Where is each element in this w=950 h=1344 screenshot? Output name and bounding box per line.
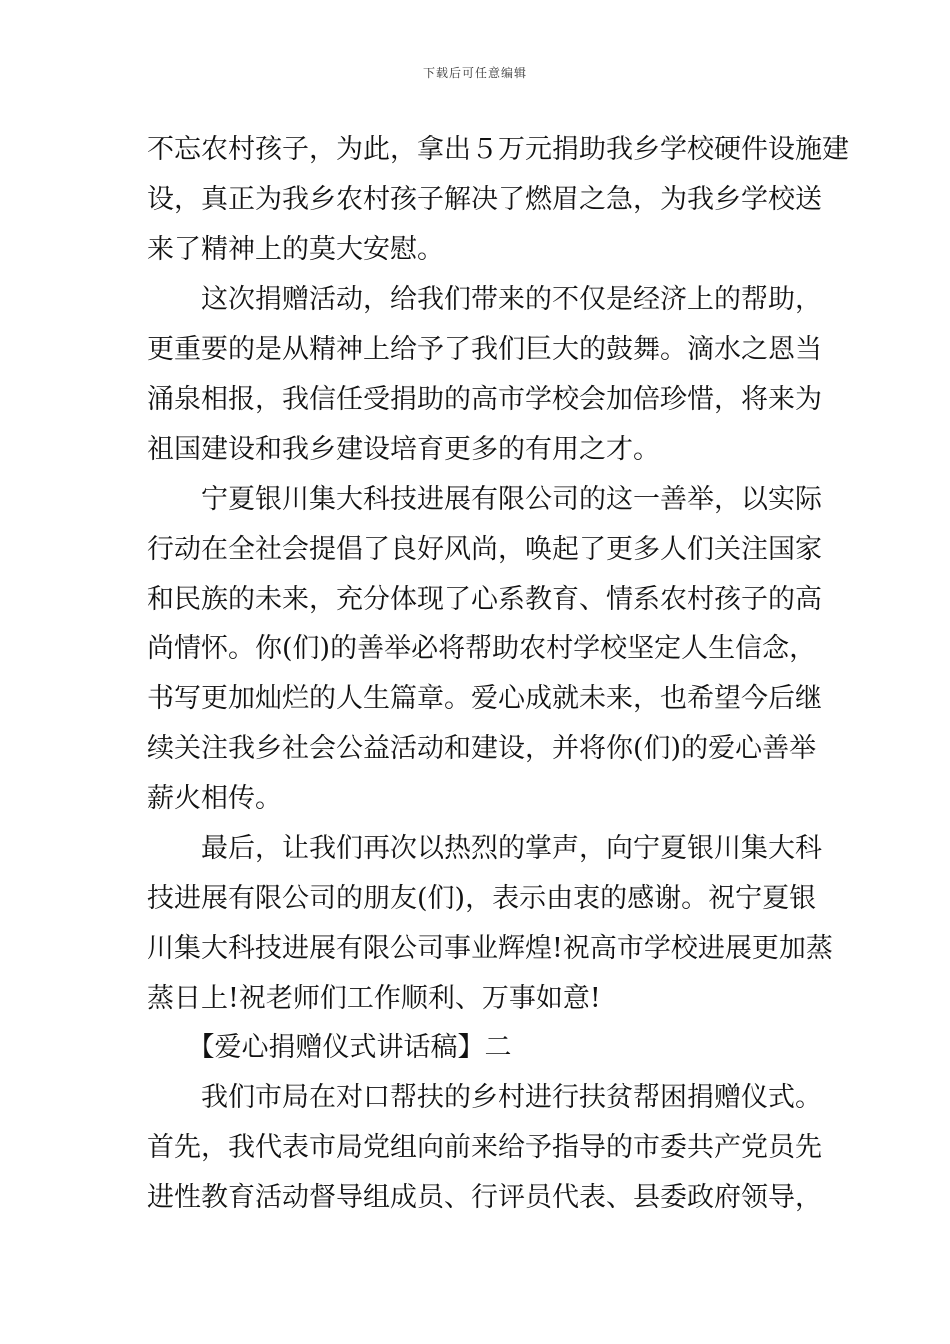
body-line-16: 技进展有限公司的朋友(们)，表示由衷的感谢。祝宁夏银 [147, 883, 817, 914]
body-line-18: 蒸日上!祝老师们工作顺利、万事如意! [147, 983, 601, 1014]
body-line-11: 尚情怀。你(们)的善举必将帮助农村学校坚定人生信念， [147, 633, 817, 664]
body-line-21: 首先，我代表市局党组向前来给予指导的市委共产党员先 [147, 1132, 822, 1163]
body-line-17: 川集大科技进展有限公司事业辉煌!祝高市学校进展更加蒸 [147, 933, 833, 964]
body-line-8: 宁夏银川集大科技进展有限公司的这一善举，以实际 [147, 484, 822, 515]
body-line-20: 我们市局在对口帮扶的乡村进行扶贫帮困捐赠仪式。 [147, 1082, 822, 1113]
body-line-1: 不忘农村孩子，为此，拿出５万元捐助我乡学校硬件设施建 [147, 134, 849, 165]
body-line-4: 这次捐赠活动，给我们带来的不仅是经济上的帮助， [147, 284, 822, 315]
body-line-3: 来了精神上的莫大安慰。 [147, 234, 444, 265]
body-line-22: 进性教育活动督导组成员、行评员代表、县委政府领导， [147, 1182, 822, 1213]
section-heading: 【爱心捐赠仪式讲话稿】二 [147, 1032, 512, 1063]
body-line-14: 薪火相传。 [147, 783, 282, 814]
body-line-9: 行动在全社会提倡了良好风尚，唤起了更多人们关注国家 [147, 534, 822, 565]
body-line-2: 设，真正为我乡农村孩子解决了燃眉之急，为我乡学校送 [147, 184, 822, 215]
body-line-7: 祖国建设和我乡建设培育更多的有用之才。 [147, 434, 660, 465]
body-line-10: 和民族的未来，充分体现了心系教育、情系农村孩子的高 [147, 584, 822, 615]
body-line-6: 涌泉相报，我信任受捐助的高市学校会加倍珍惜，将来为 [147, 384, 822, 415]
body-line-12: 书写更加灿烂的人生篇章。爱心成就未来，也希望今后继 [147, 683, 822, 714]
body-line-13: 续关注我乡社会公益活动和建设，并将你(们)的爱心善举 [147, 733, 817, 764]
page-header: 下载后可任意编辑 [422, 66, 527, 80]
body-line-15: 最后，让我们再次以热烈的掌声，向宁夏银川集大科 [147, 833, 822, 864]
body-line-5: 更重要的是从精神上给予了我们巨大的鼓舞。滴水之恩当 [147, 334, 822, 365]
